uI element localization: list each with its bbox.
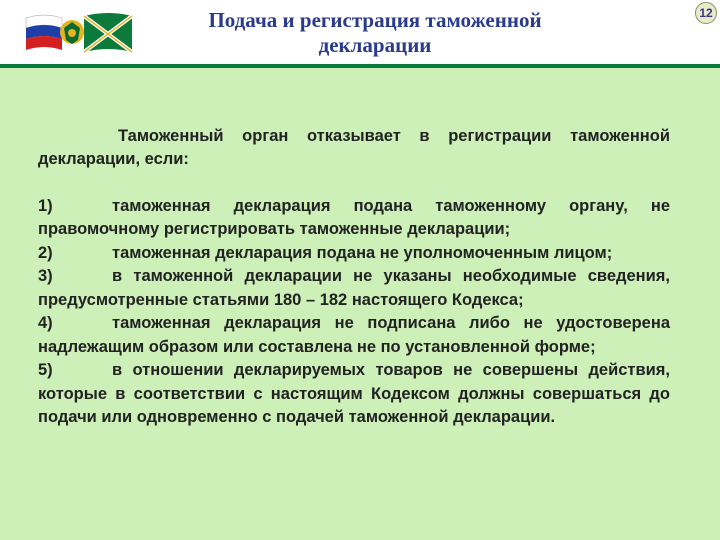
item-number: 1) bbox=[38, 196, 53, 215]
item-number: 3) bbox=[38, 267, 53, 285]
page-number-badge: 12 bbox=[695, 2, 717, 24]
slide-body bbox=[38, 108, 670, 430]
item-number: 4) bbox=[38, 314, 53, 332]
item-text: таможенная декларация подана не уполномоченным лицом; bbox=[112, 243, 613, 262]
slide-title: Подача и регистрация таможенной декларации bbox=[208, 8, 542, 57]
item-number: 5) bbox=[38, 361, 53, 379]
list-item bbox=[38, 265, 670, 312]
intro-text: Таможенный орган отказывает в регистрации таможенной декларации, если: bbox=[38, 126, 670, 168]
header-divider bbox=[0, 64, 720, 68]
item-text: в отношении декларируемых товаров не совершены действия, которые в соответствии с настоящим Кодексом должны совершаться до подачи или одновременно с подачей таможенной декларации. bbox=[38, 361, 670, 426]
list-item bbox=[38, 359, 670, 430]
list-item bbox=[38, 312, 670, 359]
customs-flags-logo bbox=[22, 8, 170, 60]
slide-header bbox=[0, 0, 720, 68]
item-text: в таможенной декларации не указаны необходимые сведения, предусмотренные статьями 180 – 182 настоящего Кодекса; bbox=[38, 267, 670, 309]
item-text: таможенная декларация подана таможенному органу, не правомочному регистрировать таможенные декларации; bbox=[38, 196, 670, 238]
item-number: 2) bbox=[38, 243, 53, 262]
item-text: таможенная декларация не подписана либо не удостоверена надлежащим образом или составлена не по установленной форме; bbox=[38, 314, 670, 356]
list-item bbox=[38, 195, 670, 242]
list-item bbox=[38, 242, 670, 266]
